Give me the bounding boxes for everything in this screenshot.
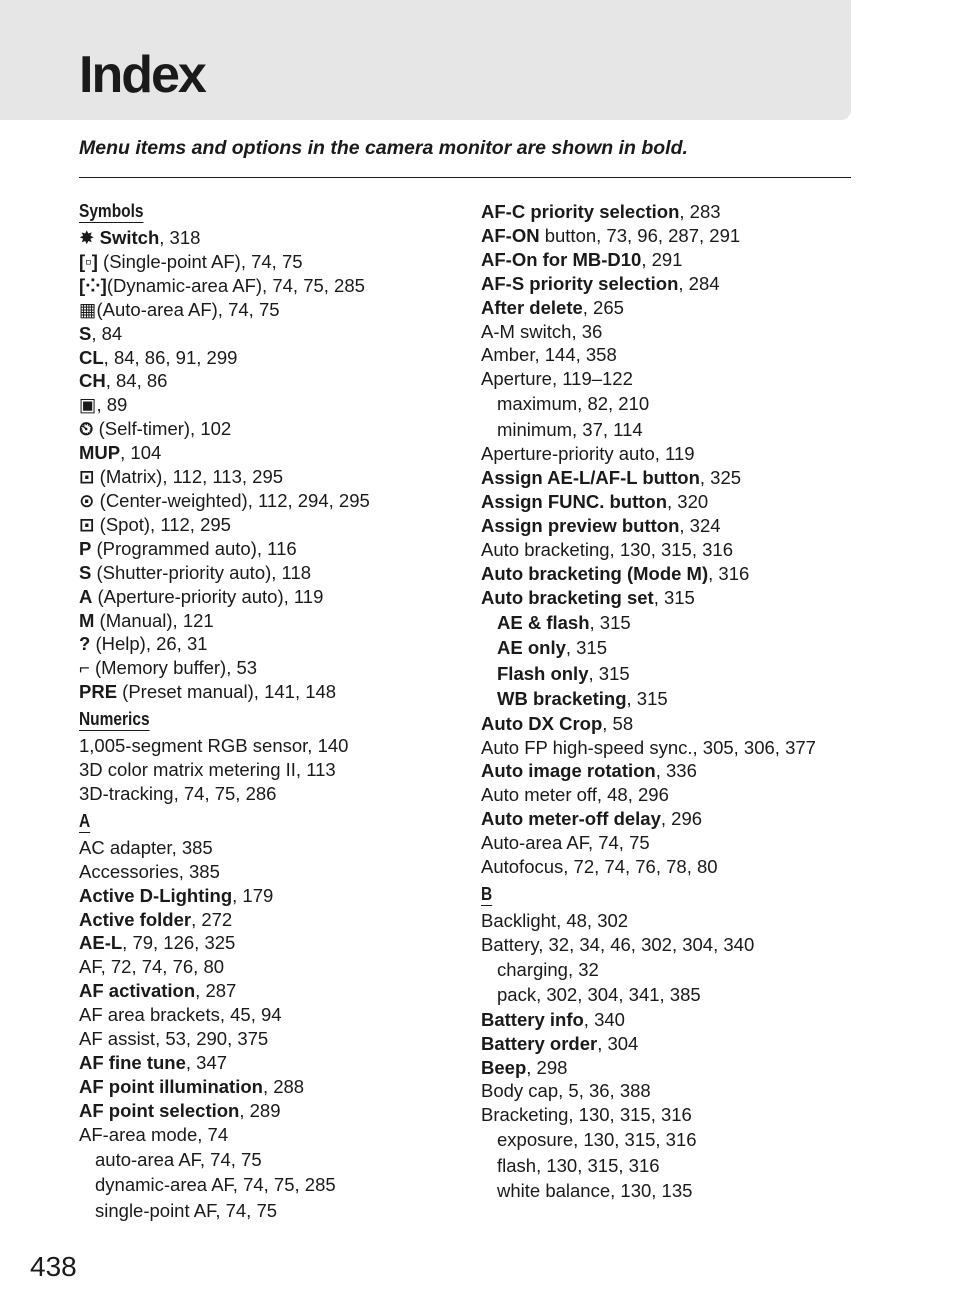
entry-text: AF, 72, 74, 76, 80	[79, 956, 225, 978]
index-section-heading-row	[79, 200, 469, 226]
entry-text: (Help), 26, 31	[90, 633, 208, 655]
entry-text: 3D-tracking, 74, 75, 286	[79, 782, 277, 804]
entry-text: single-point AF, 74, 75	[95, 1199, 278, 1221]
index-section-heading: Symbols	[79, 201, 144, 221]
entry-text: Battery, 32, 34, 46, 302, 304, 340	[481, 933, 755, 955]
index-entry	[481, 933, 861, 957]
entry-text: , 265	[582, 296, 624, 318]
entry-text: , 315	[588, 662, 630, 684]
index-entry	[79, 1051, 469, 1075]
page-number: 438	[30, 1251, 77, 1282]
entry-term: Battery info	[481, 1008, 584, 1030]
index-entry	[79, 609, 469, 633]
entry-text: (Self-timer), 102	[93, 418, 232, 440]
index-entry	[481, 466, 861, 490]
index-entry	[79, 908, 469, 932]
entry-term: AF-S priority selection	[481, 272, 679, 294]
entry-text: AC adapter, 385	[79, 836, 213, 858]
index-entry	[79, 656, 469, 680]
entry-term: AF-On for MB-D10	[481, 248, 642, 270]
entry-text: button, 73, 96, 287, 291	[539, 224, 741, 246]
entry-text: , 315	[653, 586, 695, 608]
symbol-icon: ⊙	[79, 489, 95, 511]
entry-text: (Shutter-priority auto), 118	[91, 561, 312, 583]
index-entry	[79, 465, 469, 489]
symbol-icon: P	[79, 537, 92, 559]
entry-text: , 272	[191, 908, 233, 930]
entry-text: (Aperture-priority auto), 119	[92, 585, 324, 607]
index-subentry	[481, 391, 861, 417]
entry-term: WB bracketing	[497, 688, 627, 710]
index-entry	[481, 224, 861, 248]
entry-text: , 304	[597, 1032, 639, 1054]
entry-text: A-M switch, 36	[481, 320, 603, 342]
entry-text: (Programmed auto), 116	[91, 537, 297, 559]
index-subentry	[79, 1147, 469, 1173]
index-subentry	[79, 1198, 469, 1224]
symbol-icon: [▫]	[79, 250, 98, 272]
index-subentry	[481, 957, 861, 983]
entry-text: , 315	[589, 611, 631, 633]
entry-term: Auto DX Crop	[481, 712, 603, 734]
symbol-icon: M	[79, 609, 95, 631]
index-entry	[481, 712, 861, 736]
index-entry	[79, 274, 469, 298]
index-subentry	[481, 1127, 861, 1153]
entry-term: Battery order	[481, 1032, 598, 1054]
entry-text: exposure, 130, 315, 316	[497, 1129, 697, 1151]
entry-text: flash, 130, 315, 316	[497, 1154, 660, 1176]
entry-text: , 289	[239, 1099, 281, 1121]
index-entry	[481, 442, 861, 466]
index-entry	[481, 855, 861, 879]
symbol-icon: CH	[79, 370, 106, 392]
index-column-right	[481, 200, 861, 1204]
index-entry	[79, 931, 469, 955]
entry-term: Active folder	[79, 908, 192, 930]
entry-text: , 325	[699, 467, 742, 489]
index-column-left	[79, 200, 469, 1223]
entry-term: Beep	[481, 1056, 527, 1078]
entry-text: , 291	[641, 248, 683, 270]
symbol-icon: ✸	[79, 227, 95, 248]
index-entry	[79, 680, 469, 704]
index-section-heading: B	[481, 883, 493, 904]
entry-text: (Auto-area AF), 74, 75	[96, 298, 280, 320]
symbol-icon: PRE	[79, 681, 118, 703]
index-section-heading-row	[79, 806, 469, 836]
index-entry	[79, 513, 469, 537]
entry-text: , 340	[583, 1008, 625, 1030]
entry-text: , 316	[708, 562, 750, 584]
entry-term: Assign preview button	[481, 514, 680, 536]
index-entry	[79, 758, 469, 782]
entry-text: Auto FP high-speed sync., 305, 306, 377	[481, 736, 816, 758]
symbol-icon: AF-ON	[481, 224, 540, 246]
index-subentry	[481, 661, 861, 687]
entry-term: Flash only	[497, 662, 589, 684]
entry-text: Bracketing, 130, 315, 316	[481, 1104, 692, 1126]
entry-text: (Single-point AF), 74, 75	[97, 250, 303, 272]
entry-text: maximum, 82, 210	[497, 393, 650, 415]
entry-term: AE only	[497, 637, 566, 659]
entry-text: (Manual), 121	[94, 609, 214, 631]
entry-term: Switch	[99, 227, 160, 248]
index-entry	[481, 1056, 861, 1080]
index-entry	[79, 346, 469, 370]
index-entry	[481, 538, 861, 562]
entry-text: , 320	[667, 491, 709, 513]
entry-text: , 89	[96, 394, 128, 416]
index-subentry	[481, 982, 861, 1008]
entry-text: , 318	[159, 227, 201, 248]
entry-text: , 283	[679, 201, 721, 222]
symbol-icon: ⌐	[79, 657, 90, 679]
index-subentry	[481, 686, 861, 712]
entry-text: AF-area mode, 74	[79, 1123, 229, 1145]
symbol-icon: ▣	[79, 394, 97, 416]
index-entry	[481, 200, 861, 224]
entry-text: (Preset manual), 141, 148	[117, 681, 337, 703]
entry-text: 1,005-segment RGB sensor, 140	[79, 735, 349, 757]
index-entry	[79, 322, 469, 346]
entry-text: , 315	[626, 688, 668, 710]
entry-text: , 84, 86	[105, 370, 168, 392]
index-entry	[481, 320, 861, 344]
index-entry	[481, 807, 861, 831]
header-divider	[79, 177, 851, 178]
entry-term: Auto meter-off delay	[481, 808, 661, 830]
entry-text: , 347	[185, 1052, 228, 1073]
index-entry	[481, 909, 861, 933]
entry-text: Backlight, 48, 302	[481, 909, 629, 931]
index-entry	[79, 1075, 469, 1099]
index-entry	[79, 979, 469, 1003]
index-entry	[79, 782, 469, 806]
symbol-icon: ▦	[79, 298, 97, 320]
index-subentry	[481, 1153, 861, 1179]
index-entry	[79, 836, 469, 860]
entry-term: Auto bracketing (Mode M)	[481, 562, 709, 584]
entry-text: Aperture, 119–122	[481, 368, 633, 390]
index-entry	[481, 514, 861, 538]
entry-text: Amber, 144, 358	[481, 344, 617, 366]
index-entry	[79, 734, 469, 758]
symbol-icon: ⊡	[79, 466, 95, 488]
index-entry	[79, 537, 469, 561]
entry-text: (Spot), 112, 295	[94, 513, 231, 535]
symbol-icon: ⏲	[79, 418, 94, 440]
index-entry	[481, 367, 861, 391]
symbol-icon: A	[79, 585, 93, 607]
index-entry	[79, 417, 469, 441]
entry-term: AF point illumination	[79, 1075, 263, 1097]
entry-text: , 79, 126, 325	[122, 932, 236, 954]
page-subtitle: Menu items and options in the camera monitor are shown in bold.	[79, 137, 688, 159]
entry-text: , 58	[602, 712, 634, 734]
index-entry	[79, 1099, 469, 1123]
symbol-icon: ⊡	[79, 513, 95, 535]
entry-term: Assign FUNC. button	[481, 491, 668, 513]
entry-text: , 179	[232, 884, 274, 906]
entry-text: 3D color matrix metering II, 113	[79, 759, 336, 781]
entry-text: (Dynamic-area AF), 74, 75, 285	[106, 274, 365, 296]
entry-text: pack, 302, 304, 341, 385	[497, 984, 701, 1006]
index-entry	[481, 586, 861, 610]
entry-text: white balance, 130, 135	[497, 1180, 693, 1202]
entry-text: , 287	[195, 980, 237, 1002]
entry-text: (Memory buffer), 53	[89, 657, 258, 679]
index-entry	[481, 736, 861, 760]
entry-text: , 284	[678, 272, 720, 294]
entry-text: , 104	[120, 442, 162, 464]
entry-term: AF fine tune	[79, 1052, 186, 1073]
index-entry	[481, 248, 861, 272]
entry-text: , 84, 86, 91, 299	[103, 346, 238, 368]
index-entry	[481, 1079, 861, 1103]
index-entry	[79, 884, 469, 908]
entry-term: Assign AE-L/AF-L button	[481, 467, 700, 489]
index-entry	[481, 831, 861, 855]
index-entry	[79, 1123, 469, 1147]
index-entry	[79, 298, 469, 322]
entry-text: Accessories, 385	[79, 860, 220, 882]
entry-term: After delete	[481, 296, 583, 318]
entry-text: , 315	[565, 637, 608, 659]
index-entry	[481, 1103, 861, 1127]
index-entry	[79, 393, 469, 417]
index-subentry	[481, 1178, 861, 1204]
index-entry	[79, 955, 469, 979]
index-subentry	[481, 610, 861, 636]
entry-text: , 84	[91, 322, 123, 344]
symbol-icon: S	[79, 322, 92, 344]
entry-text: , 324	[679, 514, 721, 536]
index-section-heading: A	[79, 810, 91, 831]
index-entry	[481, 1032, 861, 1056]
index-entry	[481, 759, 861, 783]
entry-term: AF-C priority selection	[481, 201, 680, 222]
entry-term: AE & flash	[497, 611, 590, 633]
entry-text: Auto-area AF, 74, 75	[481, 832, 650, 854]
index-entry	[79, 1003, 469, 1027]
index-subentry	[481, 417, 861, 443]
index-subentry	[481, 635, 861, 661]
entry-text: , 298	[526, 1056, 568, 1078]
index-section-heading-row	[481, 879, 861, 909]
index-entry	[79, 585, 469, 609]
symbol-icon: MUP	[79, 442, 121, 464]
index-entry	[79, 632, 469, 656]
entry-term: AF point selection	[79, 1099, 240, 1121]
entry-text: AF area brackets, 45, 94	[79, 1004, 282, 1026]
index-entry	[481, 562, 861, 586]
entry-text: , 336	[655, 760, 697, 782]
entry-term: Auto bracketing set	[481, 586, 654, 608]
entry-term: Active D-Lighting	[79, 884, 233, 906]
symbol-icon: S	[79, 561, 92, 583]
symbol-icon: AE-L	[79, 932, 123, 954]
index-entry	[481, 783, 861, 807]
symbol-icon: [⁘]	[79, 274, 107, 296]
entry-text: charging, 32	[497, 958, 599, 980]
index-entry	[481, 1008, 861, 1032]
index-entry	[79, 561, 469, 585]
symbol-icon: CL	[79, 346, 104, 368]
index-entry	[79, 860, 469, 884]
index-entry	[481, 343, 861, 367]
index-entry	[79, 369, 469, 393]
entry-text: minimum, 37, 114	[497, 418, 643, 440]
entry-term: Auto image rotation	[481, 760, 656, 782]
index-entry	[79, 1027, 469, 1051]
index-subentry	[79, 1172, 469, 1198]
symbol-icon: ?	[79, 633, 91, 655]
index-entry	[79, 250, 469, 274]
index-section-heading: Numerics	[79, 709, 150, 730]
entry-text: (Matrix), 112, 113, 295	[94, 466, 284, 488]
index-entry	[481, 490, 861, 514]
entry-text: Body cap, 5, 36, 388	[481, 1080, 651, 1102]
index-entry	[79, 441, 469, 465]
index-entry	[79, 489, 469, 513]
index-entry	[481, 272, 861, 296]
entry-term: AF activation	[79, 980, 196, 1002]
entry-text: (Center-weighted), 112, 294, 295	[94, 489, 370, 511]
entry-text: Auto bracketing, 130, 315, 316	[481, 538, 733, 560]
entry-text: , 296	[660, 808, 703, 830]
index-entry	[79, 226, 469, 250]
entry-text: Auto meter off, 48, 296	[481, 784, 669, 806]
entry-text: , 288	[262, 1075, 305, 1097]
entry-text: Aperture-priority auto, 119	[481, 443, 695, 465]
page-title: Index	[79, 46, 205, 104]
entry-text: Autofocus, 72, 74, 76, 78, 80	[481, 856, 718, 878]
index-entry	[481, 296, 861, 320]
index-section-heading-row	[79, 704, 469, 734]
entry-text: dynamic-area AF, 74, 75, 285	[95, 1174, 336, 1196]
entry-text: auto-area AF, 74, 75	[95, 1148, 262, 1170]
entry-text: AF assist, 53, 290, 375	[79, 1028, 269, 1050]
